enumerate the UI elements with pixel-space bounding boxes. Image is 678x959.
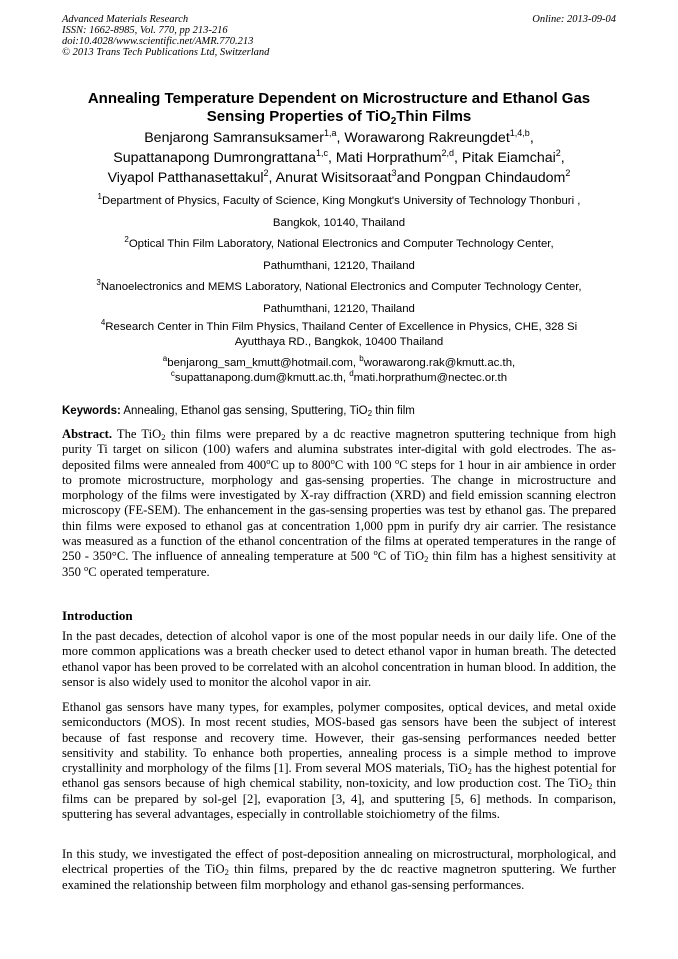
journal-name: Advanced Materials Research (62, 14, 189, 25)
affiliation-4: $^4$Research Center in Thin Film Physics, Thailand Center of Excellence in Physics, CHE, 328 Si Ayutthaya RD., Bangkok, 10400 Thailand (100, 318, 578, 348)
email-c[interactable]: supattanapong.dum@kmutt.ac.th, (174, 372, 350, 384)
email-a[interactable]: benjarong_sam_kmutt@hotmail.com, (167, 357, 360, 369)
journal-header (62, 14, 616, 58)
author-list (40, 128, 638, 188)
author-line-1: Benjarong Samransuksamer$^{1,a}$, Worawarong Rakreungdet$^{1,4,b}$, (144, 128, 534, 146)
author-emails: $^a$benjarong_sam_kmutt@hotmail.com, $^b$worawarong.rak@kmutt.ac.th, $^c$supattanapong.dum@kmutt.ac.th, $^d$mati.horprathum@nectec.or.th (162, 354, 516, 384)
intro-paragraph-1: In the past decades, detection of alcohol vapor is one of the most popular needs in our daily life. One of the more common applications was a breath checker used to detect ethanol vapor in human breath. The detected ethanol vapor has been proved to be correlated with an alcohol concentration in human blood. In addition, the sensor is also widely used to monitor the alcohol vapor in air. (62, 629, 616, 689)
doi-line[interactable]: doi:10.4028/www.scientific.net/AMR.770.213 (62, 36, 254, 47)
abstract-paragraph: Abstract. The TiO$_2$ thin films were prepared by a dc reactive magnetron sputtering technique from high purity Ti target on silicon (100) wafers and alumina substrates inter-digital with gold electrodes. The as-deposited films were annealed from 400$^o$C up to 800$^o$C with 100 $^o$C steps for 1 hour in air ambience in order to promote microstructure, morphology and gas-sensing properties. The change in microstructure and morphology of the films were investigated by X-ray diffraction (XRD) and field emission scanning electron microscopy (FE-SEM). The enhancement in the gas-sensing properties was test by ethanol gas. The prepared thin films were exposed to ethanol gas at concentration 1,000 ppm in purify dry air carrier. The resistance was measured as a function of the ethanol concentration of the films at operated temperatures in the range of 250 - 350°C. The influence of annealing temperature at 500 $^o$C of TiO$_2$ thin film has a highest sensitivity at 350 $^o$C operated temperature. (62, 427, 616, 579)
email-b[interactable]: worawarong.rak@kmutt.ac.th, (363, 357, 516, 369)
affiliation-2: $^2$Optical Thin Film Laboratory, National Electronics and Computer Technology Center, Pathumthani, 12120, Thailand (124, 235, 554, 272)
intro-paragraph-2: Ethanol gas sensors have many types, for examples, polymer composites, optical devices, and metal oxide semiconductors (MOS). In most recent studies, MOS-based gas sensors have been the subject of interest because of fast response and recovery time. However, their gas-sensing performances needed better sensitivity and stability. To enhance both properties, annealing process is a simple method to improve crystallinity and morphology of the films [1]. From several MOS materials, TiO$_2$ has the highest potential for ethanol gas sensors because of high chemical stability, non-toxicity, and low production cost. The TiO$_2$ thin films can be prepared by sol-gel [2], evaporation [3, 4], and sputtering [5, 6] methods. In comparison, sputtering has several advantages, especially in controllable stoichiometry of the films. (62, 700, 616, 822)
intro-paragraph-3: In this study, we investigated the effect of post-deposition annealing on microstructural, morphological, and electrical properties of the TiO$_2$ thin films, prepared by the dc reactive magnetron sputtering. We further examined the relationship between film morphology and ethanol gas-sensing performances. (62, 847, 616, 892)
section-heading-introduction: Introduction (62, 608, 133, 623)
issn-line: ISSN: 1662-8985, Vol. 770, pp 213-216 (62, 25, 228, 36)
online-date: Online: 2013-09-04 (532, 14, 616, 25)
copyright-line: © 2013 Trans Tech Publications Ltd, Switzerland (62, 47, 270, 58)
paper-title (40, 90, 638, 126)
title-line-2: Sensing Properties of TiO$_2$Thin Films (206, 108, 472, 127)
email-d[interactable]: mati.horprathum@nectec.or.th (353, 372, 508, 384)
affiliation-3: $^3$Nanoelectronics and MEMS Laboratory, National Electronics and Computer Technology Center, Pathumthani, 12120, Thailand (96, 278, 582, 315)
title-line-1: Annealing Temperature Dependent on Microstructure and Ethanol Gas (87, 90, 591, 107)
affiliation-1: $^1$Department of Physics, Faculty of Science, King Mongkut's University of Technology Thonburi , Bangkok, 10140, Thailand (97, 192, 581, 229)
author-line-3: Viyapol Patthanasettakul$^2$, Anurat Wisitsoraat$^3$and Pongpan Chindaudom$^2$ (107, 168, 571, 186)
author-line-2: Supattanapong Dumrongrattana$^{1,c}$, Mati Horprathum$^{2,d}$, Pitak Eiamchai$^2$, (113, 148, 565, 166)
keywords: Keywords: Annealing, Ethanol gas sensing, Sputtering, TiO$_2$ thin film (62, 405, 415, 418)
